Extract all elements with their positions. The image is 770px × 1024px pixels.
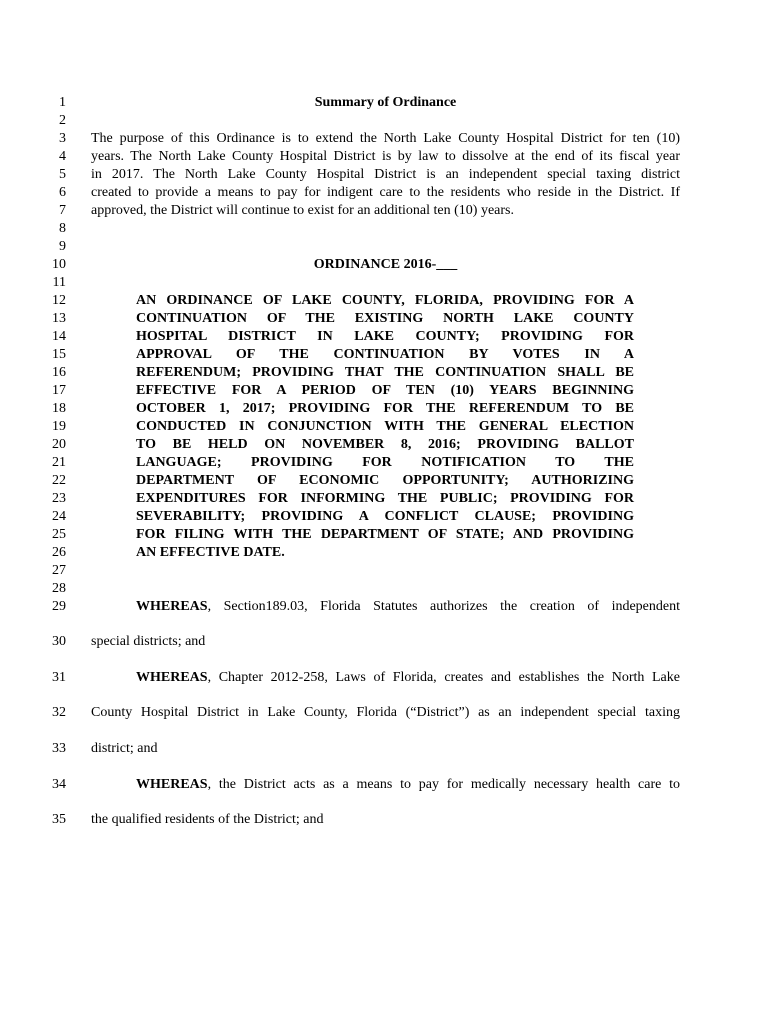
whereas-clause-2-continuation: County Hospital District in Lake County, Florida (“District”) as an independent special taxing — [91, 705, 680, 720]
line-number: 23 — [52, 491, 66, 506]
line-number: 14 — [52, 329, 66, 344]
line-number: 32 — [52, 705, 66, 720]
line-number: 12 — [52, 293, 66, 308]
line-number: 4 — [59, 149, 66, 164]
line-number: 30 — [52, 634, 66, 649]
line-number: 33 — [52, 741, 66, 756]
line-number: 10 — [52, 257, 66, 272]
whereas-clause-1 — [136, 598, 680, 616]
whereas-clause-2 — [136, 669, 680, 687]
whereas-keyword: WHEREAS — [136, 599, 208, 614]
line-number: 27 — [52, 563, 66, 578]
line-number: 5 — [59, 167, 66, 182]
whereas-text: , Chapter 2012-258, Laws of Florida, creates and establishes the North Lake — [207, 670, 680, 685]
line-number: 18 — [52, 401, 66, 416]
line-number: 9 — [59, 239, 66, 254]
ordinance-caption-line: OCTOBER 1, 2017; PROVIDING FOR THE REFERENDUM TO BE — [136, 401, 634, 416]
line-number: 31 — [52, 670, 66, 685]
ordinance-caption-line: EFFECTIVE FOR A PERIOD OF TEN (10) YEARS BEGINNING — [136, 383, 634, 398]
line-number: 22 — [52, 473, 66, 488]
ordinance-caption-line: AN ORDINANCE OF LAKE COUNTY, FLORIDA, PROVIDING FOR A — [136, 293, 634, 308]
ordinance-caption-line: APPROVAL OF THE CONTINUATION BY VOTES IN A — [136, 347, 634, 362]
whereas-clause-1-continuation: special districts; and — [91, 634, 206, 649]
line-number: 21 — [52, 455, 66, 470]
line-number: 13 — [52, 311, 66, 326]
line-number: 35 — [52, 812, 66, 827]
ordinance-caption-line: CONTINUATION OF THE EXISTING NORTH LAKE COUNTY — [136, 311, 634, 326]
whereas-text: , the District acts as a means to pay for medically necessary health care to — [207, 777, 680, 792]
whereas-keyword: WHEREAS — [136, 670, 208, 685]
line-number: 16 — [52, 365, 66, 380]
line-number: 19 — [52, 419, 66, 434]
whereas-keyword: WHEREAS — [136, 777, 208, 792]
line-number: 6 — [59, 185, 66, 200]
ordinance-caption-line: DEPARTMENT OF ECONOMIC OPPORTUNITY; AUTHORIZING — [136, 473, 634, 488]
summary-line: years. The North Lake County Hospital District is by law to dissolve at the end of its fiscal year — [91, 149, 680, 164]
whereas-text: , Section189.03, Florida Statutes authorizes the creation of independent — [207, 599, 680, 614]
ordinance-caption-line: REFERENDUM; PROVIDING THAT THE CONTINUATION SHALL BE — [136, 365, 634, 380]
summary-line: The purpose of this Ordinance is to extend the North Lake County Hospital District for ten (10) — [91, 131, 680, 146]
line-number: 11 — [52, 275, 66, 290]
ordinance-caption-line: LANGUAGE; PROVIDING FOR NOTIFICATION TO THE — [136, 455, 634, 470]
line-number: 1 — [59, 95, 66, 110]
summary-title: Summary of Ordinance — [314, 95, 457, 110]
line-number: 8 — [59, 221, 66, 236]
whereas-clause-3 — [136, 776, 680, 794]
line-number: 2 — [59, 113, 66, 128]
ordinance-caption-line: EXPENDITURES FOR INFORMING THE PUBLIC; PROVIDING FOR — [136, 491, 634, 506]
summary-line: approved, the District will continue to exist for an additional ten (10) years. — [91, 203, 514, 218]
ordinance-caption-line: TO BE HELD ON NOVEMBER 8, 2016; PROVIDING BALLOT — [136, 437, 634, 452]
whereas-clause-3-continuation: the qualified residents of the District; and — [91, 812, 324, 827]
line-number: 7 — [59, 203, 66, 218]
ordinance-caption-line: CONDUCTED IN CONJUNCTION WITH THE GENERAL ELECTION — [136, 419, 634, 434]
ordinance-title: ORDINANCE 2016-___ — [313, 257, 458, 272]
ordinance-caption-line: SEVERABILITY; PROVIDING A CONFLICT CLAUSE; PROVIDING — [136, 509, 634, 524]
line-number: 28 — [52, 581, 66, 596]
line-number: 15 — [52, 347, 66, 362]
summary-line: created to provide a means to pay for indigent care to the residents who reside in the District. If — [91, 185, 680, 200]
line-number: 3 — [59, 131, 66, 146]
line-number: 26 — [52, 545, 66, 560]
ordinance-caption-line: HOSPITAL DISTRICT IN LAKE COUNTY; PROVIDING FOR — [136, 329, 634, 344]
summary-line: in 2017. The North Lake County Hospital District is an independent special taxing district — [91, 167, 680, 182]
line-number: 24 — [52, 509, 66, 524]
line-number: 20 — [52, 437, 66, 452]
whereas-clause-2-continuation: district; and — [91, 741, 158, 756]
line-number: 17 — [52, 383, 66, 398]
line-number: 29 — [52, 599, 66, 614]
ordinance-caption-line: FOR FILING WITH THE DEPARTMENT OF STATE; AND PROVIDING — [136, 527, 634, 542]
line-number: 34 — [52, 777, 66, 792]
line-number: 25 — [52, 527, 66, 542]
ordinance-caption-line: AN EFFECTIVE DATE. — [136, 545, 285, 560]
